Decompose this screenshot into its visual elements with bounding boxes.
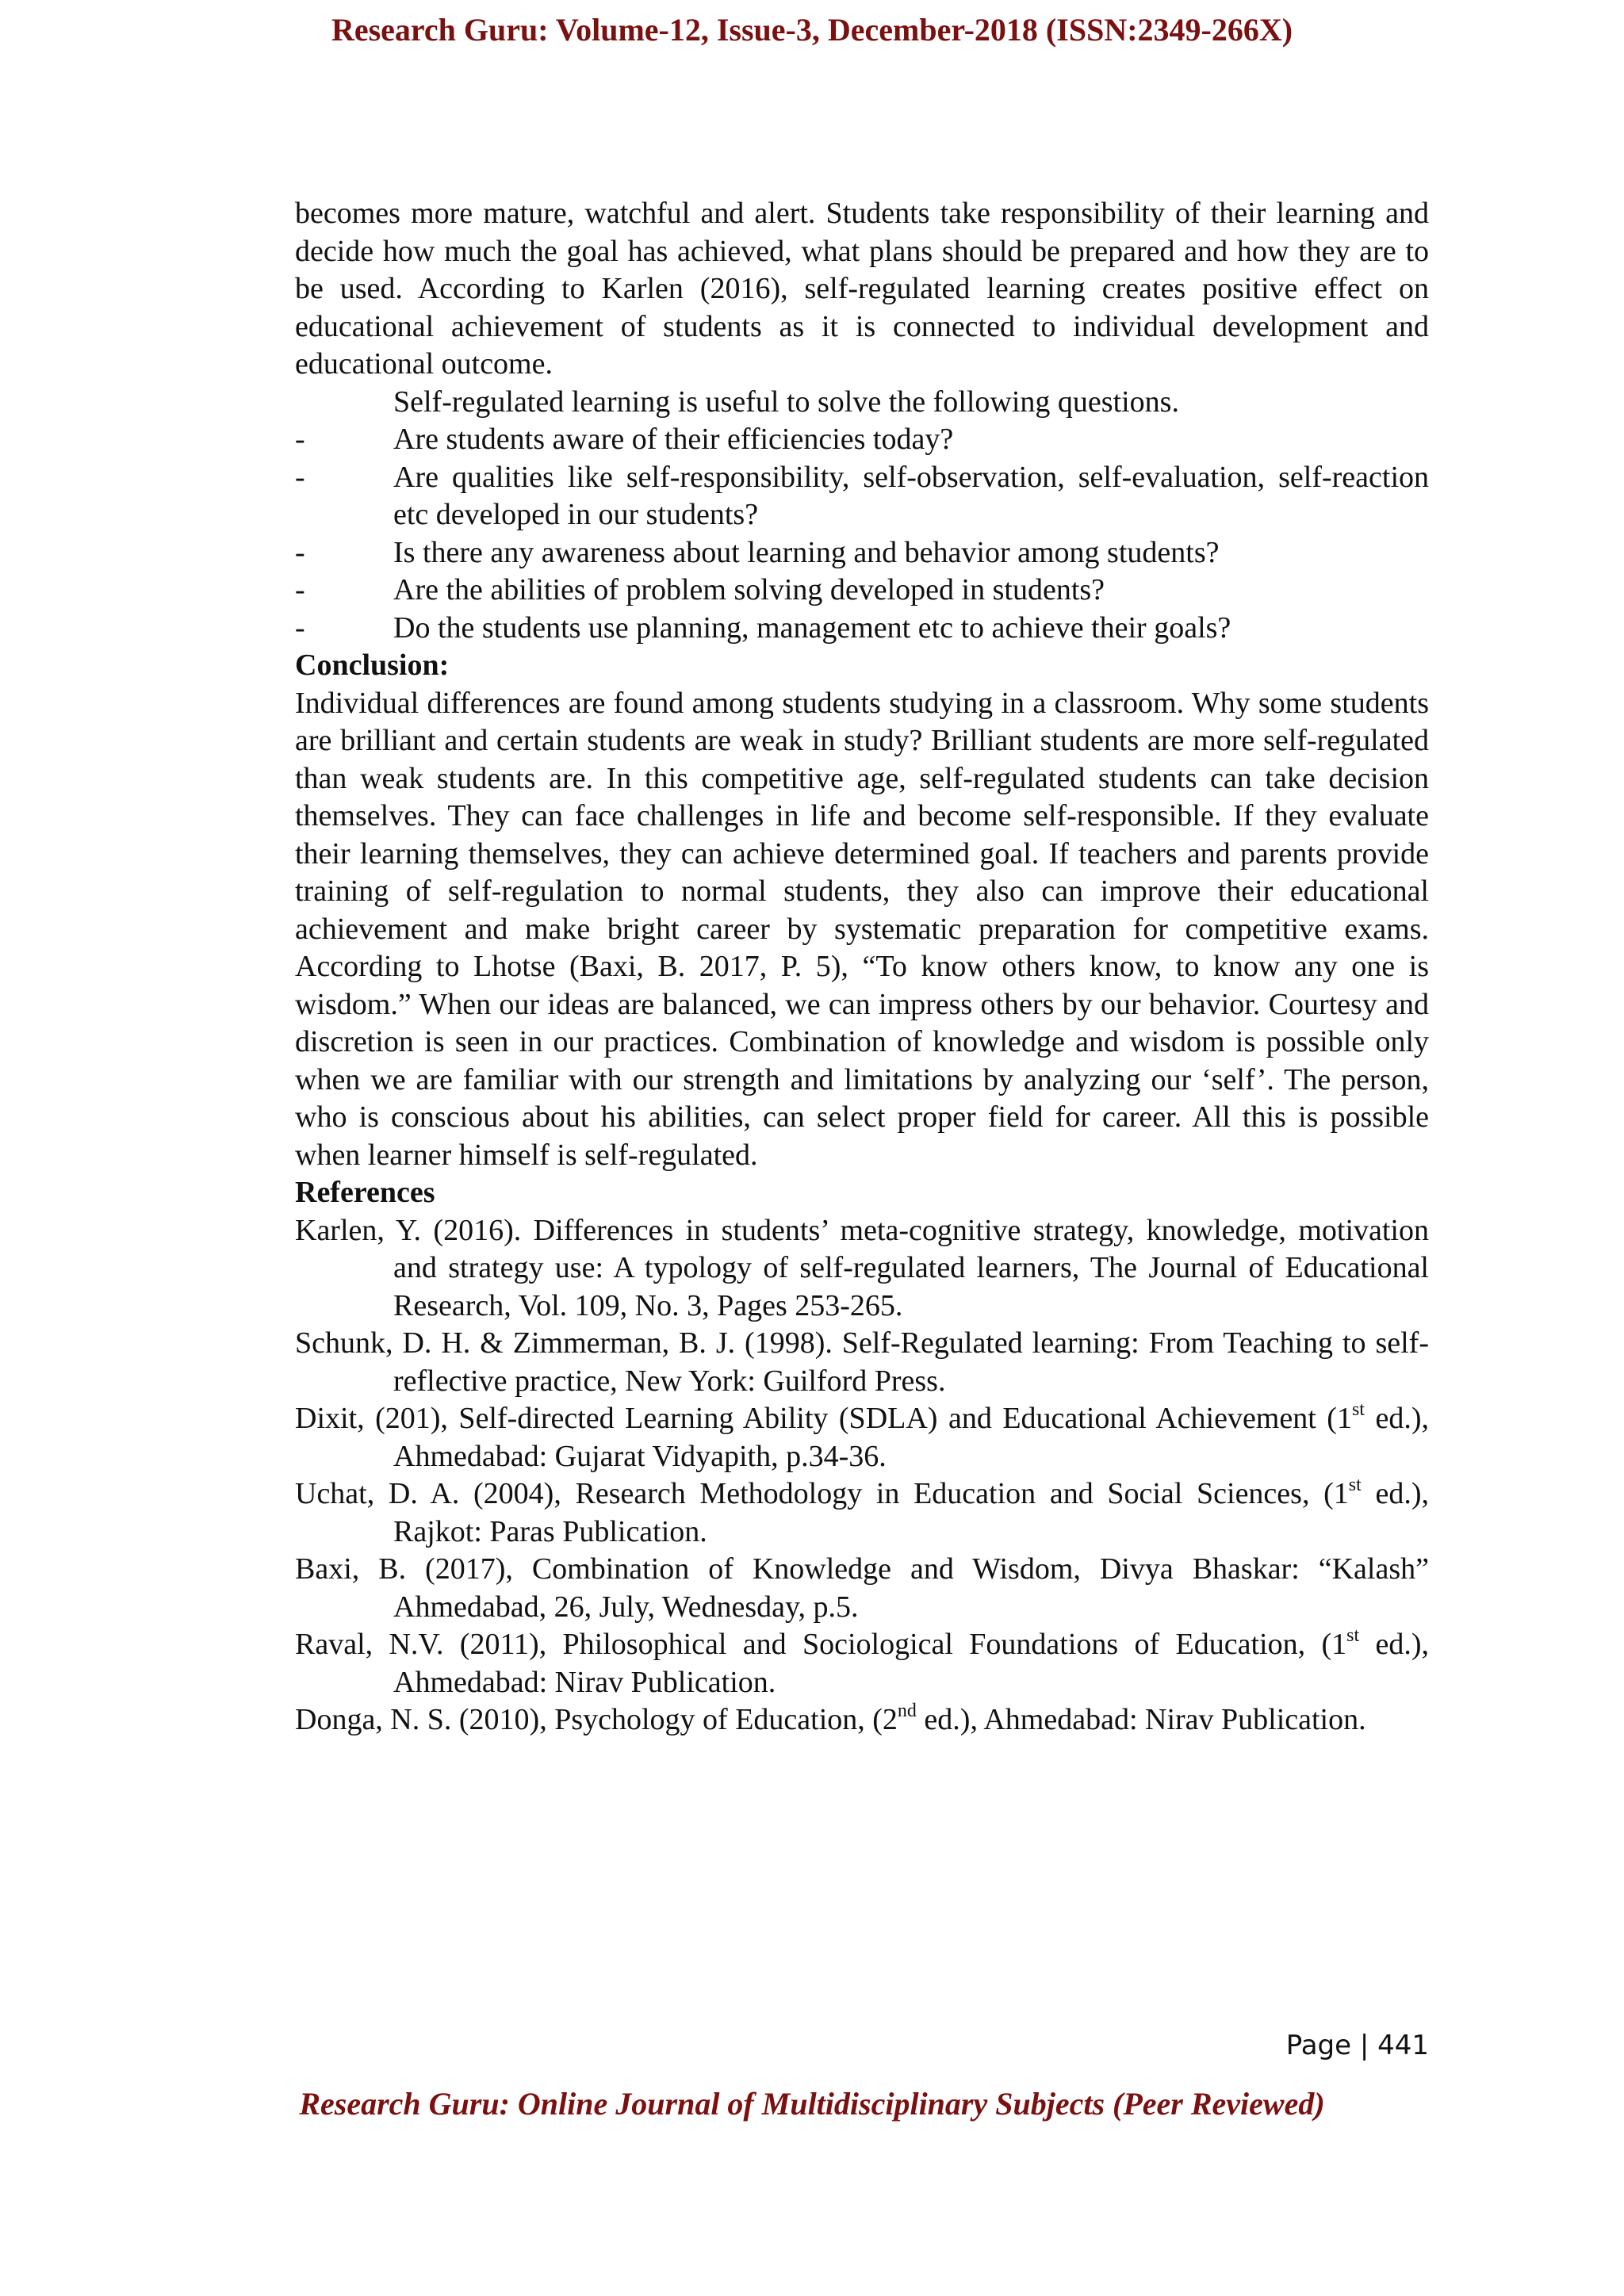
reference-item: Uchat, D. A. (2004), Research Methodology in Education and Social Sciences, (1st ed.), Rajkot: Paras Publication. [295, 1475, 1429, 1548]
journal-footer: Research Guru: Online Journal of Multidisciplinary Subjects (Peer Reviewed) [299, 2086, 1325, 2122]
question-text: Are the abilities of problem solving developed in students? [393, 573, 1105, 607]
list-marker: - [295, 423, 305, 456]
list-item [295, 459, 1429, 534]
journal-header: Research Guru: Volume-12, Issue-3, December-2018 (ISSN:2349-266X) [331, 12, 1293, 48]
reference-item: Baxi, B. (2017), Combination of Knowledge and Wisdom, Divya Bhaskar: “Kalash” Ahmedabad, 26, July, Wednesday, p.5. [295, 1552, 1429, 1624]
reference-item: Raval, N.V. (2011), Philosophical and Sociological Foundations of Education, (1st ed.), Ahmedabad: Nirav Publication. [295, 1625, 1429, 1699]
list-marker: - [295, 460, 305, 494]
reference-item: Schunk, D. H. & Zimmerman, B. J. (1998). Self-Regulated learning: From Teaching to self-reflective practice, New York: Guilford Press. [295, 1326, 1429, 1398]
list-marker: - [295, 573, 305, 607]
references-heading: References [295, 1176, 435, 1209]
reference-item: Dixit, (201), Self-directed Learning Ability (SDLA) and Educational Achievement (1st ed.), Ahmedabad: Gujarat Vidyapith, p.34-36. [295, 1399, 1429, 1473]
list-item [295, 610, 1429, 648]
list-item [295, 572, 1429, 610]
questions-intro: Self-regulated learning is useful to solve the following questions. [393, 385, 1179, 419]
list-item [295, 421, 1429, 459]
question-text: Are qualities like self-responsibility, self-observation, self-evaluation, self-reaction etc developed in our students? [393, 460, 1429, 531]
page-number: Page | 441 [1285, 2030, 1429, 2061]
question-text: Are students aware of their efficiencies today? [393, 423, 954, 456]
list-marker: - [295, 535, 305, 569]
reference-item: Donga, N. S. (2010), Psychology of Education, (2nd ed.), Ahmedabad: Nirav Publication. [295, 1701, 1366, 1736]
list-marker: - [295, 610, 305, 645]
question-text: Is there any awareness about learning and behavior among students? [393, 535, 1220, 569]
paragraph: becomes more mature, watchful and alert. Students take responsibility of their learning and decide how much the goal has achieved, what plans should be prepared and how they are to be used. According to Karlen (2016), self-regulated learning creates positive effect on educational achievement of students as it is connected to individual development and educational outcome. [295, 197, 1429, 381]
conclusion-paragraph: Individual differences are found among students studying in a classroom. Why some students are brilliant and certain students are weak in study? Brilliant students are more self-regulated than weak students are. In this competitive age, self-regulated students can take decision themselves. They can face challenges in life and become self-responsible. If they evaluate their learning themselves, they can achieve determined goal. If teachers and parents provide training of self-regulation to normal students, they also can improve their educational achievement and make bright career by systematic preparation for competitive exams. According to Lhotse (Baxi, B. 2017, P. 5), “To know others know, to know any one is wisdom.” When our ideas are balanced, we can impress others by our behavior. Courtesy and discretion is seen in our practices. Combination of knowledge and wisdom is possible only when we are familiar with our strength and limitations by analyzing our ‘self’. The person, who is conscious about his abilities, can select proper field for career. All this is possible when learner himself is self-regulated. [295, 686, 1429, 1172]
reference-list [295, 1212, 1429, 1739]
question-list [295, 421, 1429, 647]
reference-item: Karlen, Y. (2016). Differences in students’ meta-cognitive strategy, knowledge, motivation and strategy use: A typology of self-regulated learners, The Journal of Educational Research, Vol. 109, No. 3, Pages 253-265. [295, 1213, 1429, 1322]
question-text: Do the students use planning, management etc to achieve their goals? [393, 610, 1231, 645]
list-item [295, 534, 1429, 572]
article-body [295, 195, 1429, 1739]
conclusion-heading: Conclusion: [295, 649, 450, 682]
